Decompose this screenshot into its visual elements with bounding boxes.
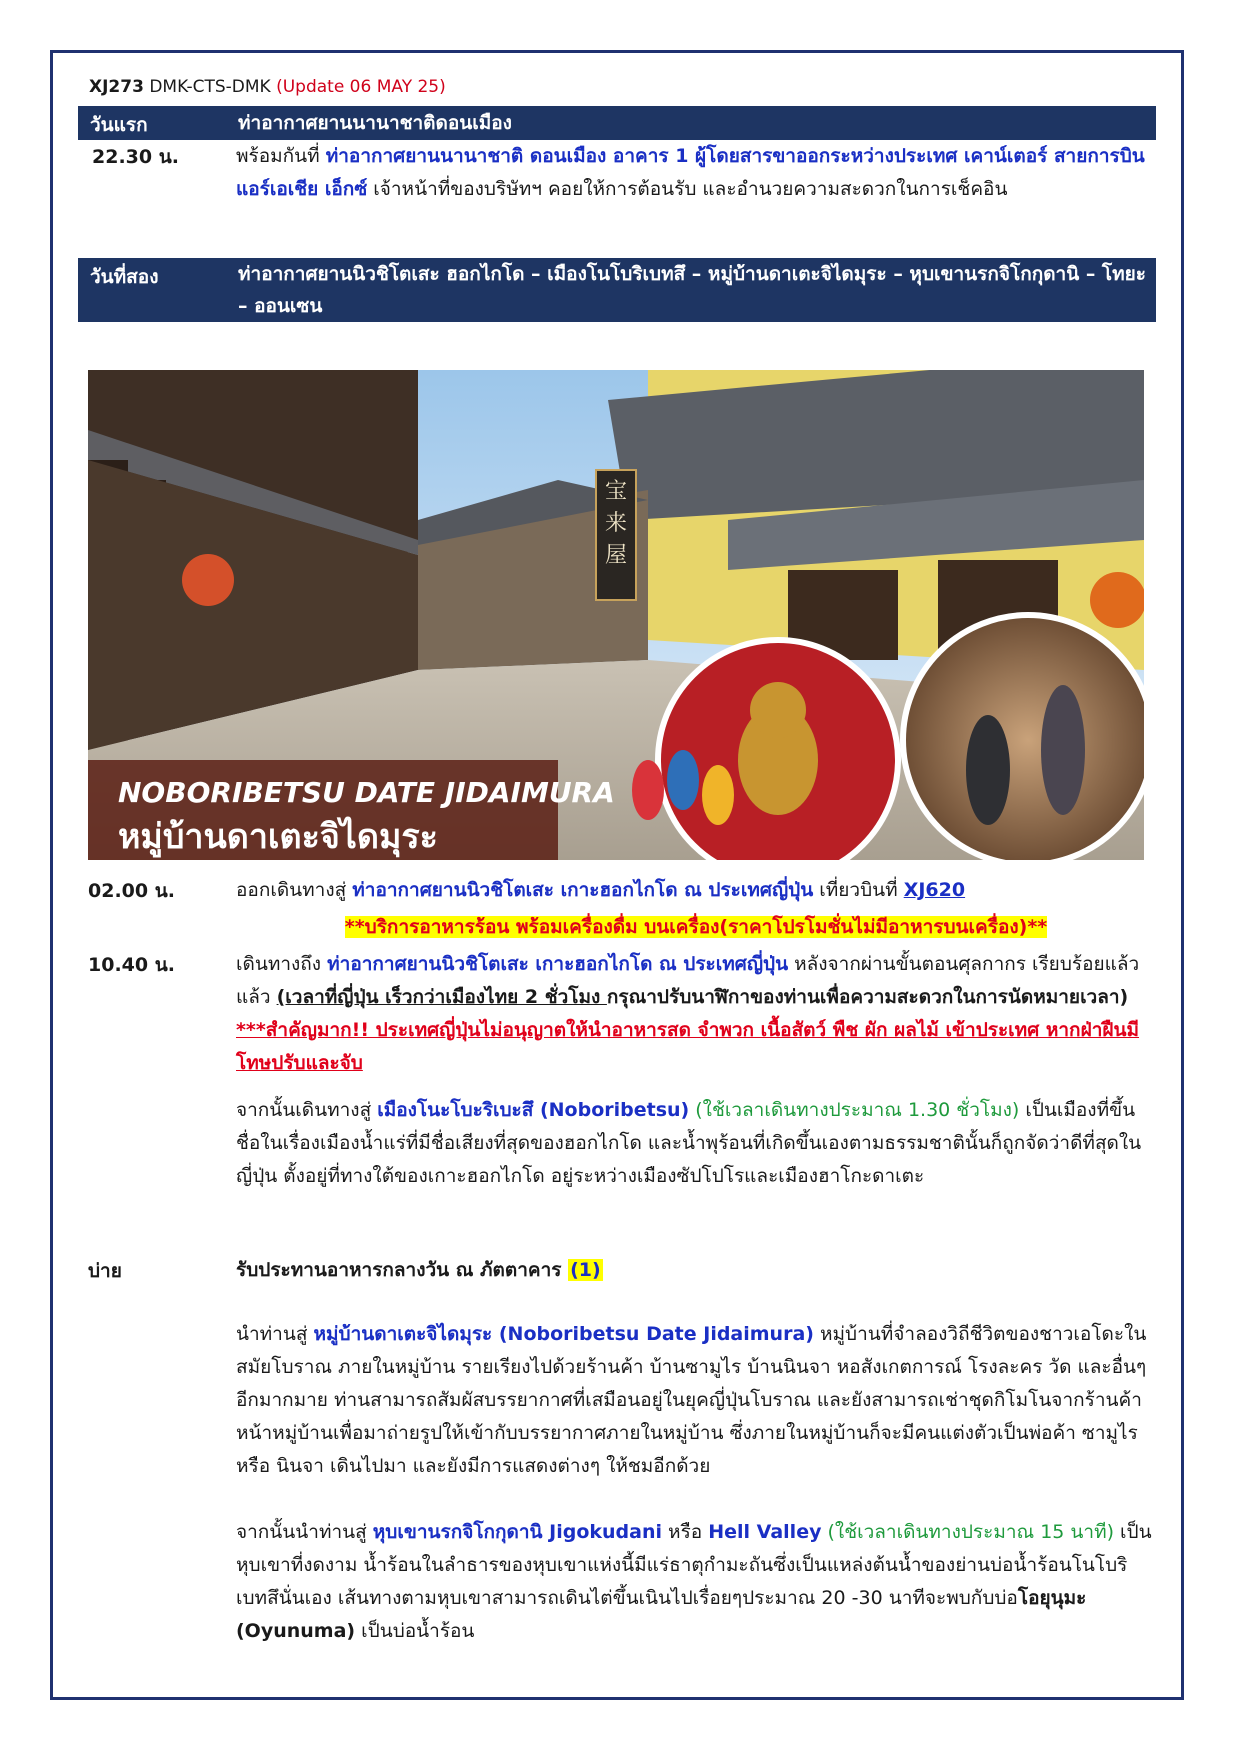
shop-sign-char-3: 屋 xyxy=(604,543,628,568)
jidaimura-banner-image xyxy=(88,370,1144,860)
shop-sign-char-2: 来 xyxy=(604,511,628,536)
flight-number: XJ620 xyxy=(903,879,966,901)
update-date: (Update 06 MAY 25) xyxy=(276,77,446,97)
day1-paragraph: พร้อมกันที่ ท่าอากาศยานนานาชาติ ดอนเมือง อาคาร 1 ผู้โดยสารขาออกระหว่างประเทศ เคาน์เตอร์ สายการบินแอร์เอเชีย เอ็กซ์ เจ้าหน้าที่ของบริษัทฯ คอยให้การต้อนรับ และอำนวยความสะดวกในการเช็คอิน xyxy=(236,145,1145,200)
arrival-paragraph: เดินทางถึง ท่าอากาศยานนิวชิโตเสะ เกาะฮอกไกโด ณ ประเทศญี่ปุ่น หลังจากผ่านขั้นตอนศุลกากร เรียบร้อยแล้ว แล้ว (เวลาที่ญี่ปุ่น เร็วกว่าเมืองไทย 2 ชั่วโมง กรุณาปรับนาฬิกาของท่านเพื่อความสะดวกในการนัดหมายเวลา) ***สำคัญมาก!! ประเทศญี่ปุ่นไม่อนุญาตให้นำอาหารสด จำพวก เนื้อสัตว์ พืช ผัก ผลไม้ เข้าประเทศ หากฝ่าฝืนมีโทษปรับและจับ xyxy=(236,953,1140,1074)
route: DMK-CTS-DMK xyxy=(149,77,271,97)
banner-title-th: หมู่บ้านดาเตะจิไดมุระ xyxy=(118,817,438,857)
day1-band xyxy=(78,106,1156,140)
banner-title-en: NOBORIBETSU DATE JIDAIMURA xyxy=(118,776,615,809)
time-0200: 02.00 น. xyxy=(88,880,175,902)
meal-note: **บริการอาหารร้อน พร้อมเครื่องดื่ม บนเครื่อง(ราคาโปรโมชั่นไม่มีอาหารบนเครื่อง)** xyxy=(344,916,1048,938)
doc-header xyxy=(89,77,446,97)
meal-count-badge: (1) xyxy=(570,1259,601,1281)
shop-sign-char-1: 宝 xyxy=(604,479,628,504)
tour-code: XJ273 xyxy=(89,77,144,97)
day1-time: 22.30 น. xyxy=(92,146,179,168)
time-afternoon: บ่าย xyxy=(88,1260,122,1282)
day2-label: วันที่สอง xyxy=(90,266,159,288)
lunch-line: รับประทานอาหารกลางวัน ณ ภัตตาคาร (1) xyxy=(236,1259,601,1281)
day2-title: ท่าอากาศยานนิวชิโตเสะ ฮอกไกโด – เมืองโนโบริเบทสึ – หมู่บ้านดาเตะจิไดมุระ – หุบเขานรกจิโกกุดานิ – โทยะ – ออนเซน xyxy=(238,263,1147,317)
time-1040: 10.40 น. xyxy=(88,954,175,976)
jigokudani-paragraph: จากนั้นนำท่านสู่ หุบเขานรกจิโกกุดานิ Jigokudani หรือ Hell Valley (ใช้เวลาเดินทางประมาณ 15 นาที) เป็นหุบเขาที่งดงาม น้ำร้อนในลำธารของหุบเขาแห่งนี้มีแร่ธาตุกำมะถันซึ่งเป็นแหล่งต้นน้ำของย่านบ่อน้ำร้อนโนโบริเบทสึนั่นเอง เส้นทางตามหุบเขาสามารถเดินไต่ขึ้นเนินไปเรื่อยๆประมาณ 20 -30 นาทีจะพบกับบ่อโอยุนุมะ (Oyunuma) เป็นบ่อน้ำร้อน xyxy=(236,1521,1152,1642)
jidaimura-paragraph: นำท่านสู่ หมู่บ้านดาเตะจิไดมุระ (Noboribetsu Date Jidaimura) หมู่บ้านที่จำลองวิถีชีวิตของชาวเอโดะในสมัยโบราณ ภายในหมู่บ้าน รายเรียงไปด้วยร้านค้า บ้านซามูไร บ้านนินจา หอสังเกตการณ์ โรงละคร วัด และอื่นๆ อีกมากมาย ท่านสามารถสัมผัสบรรยากาศที่เสมือนอยู่ในยุคญี่ปุ่นโบราณ และยังสามารถเช่าชุดกิโมโนจากร้านค้าหน้าหมู่บ้านเพื่อมาถ่ายรูปให้เข้ากับบรรยากาศภายในหมู่บ้าน ซึ่งภายในหมู่บ้านก็จะมีคนแต่งตัวเป็นพ่อค้า ซามูไร หรือ นินจา เดินไปมา และยังมีการแสดงต่างๆ ให้ชมอีกด้วย xyxy=(236,1323,1147,1477)
departure-paragraph: ออกเดินทางสู่ ท่าอากาศยานนิวชิโตเสะ เกาะฮอกไกโด ณ ประเทศญี่ปุ่น เที่ยวบินที่ XJ620 xyxy=(236,879,966,901)
day1-title: ท่าอากาศยานนานาชาติดอนเมือง xyxy=(238,112,512,134)
day2-band xyxy=(78,258,1156,322)
noboribetsu-paragraph: จากนั้นเดินทางสู่ เมืองโนะโบะริเบะสึ (Noboribetsu) (ใช้เวลาเดินทางประมาณ 1.30 ชั่วโมง) เป็นเมืองที่ขึ้นชื่อในเรื่องเมืองน้ำแร่ที่มีชื่อเสียงที่สุดของฮอกไกโด และน้ำพุร้อนที่เกิดขึ้นเองตามธรรมชาตินั้นก็ถูกจัดว่าดีที่สุดในญี่ปุ่น ตั้งอยู่ที่ทางใต้ของเกาะฮอกไกโด อยู่ระหว่างเมืองซัปโปโรและเมืองฮาโกะดาเตะ xyxy=(236,1099,1142,1187)
day1-label: วันแรก xyxy=(90,114,148,136)
